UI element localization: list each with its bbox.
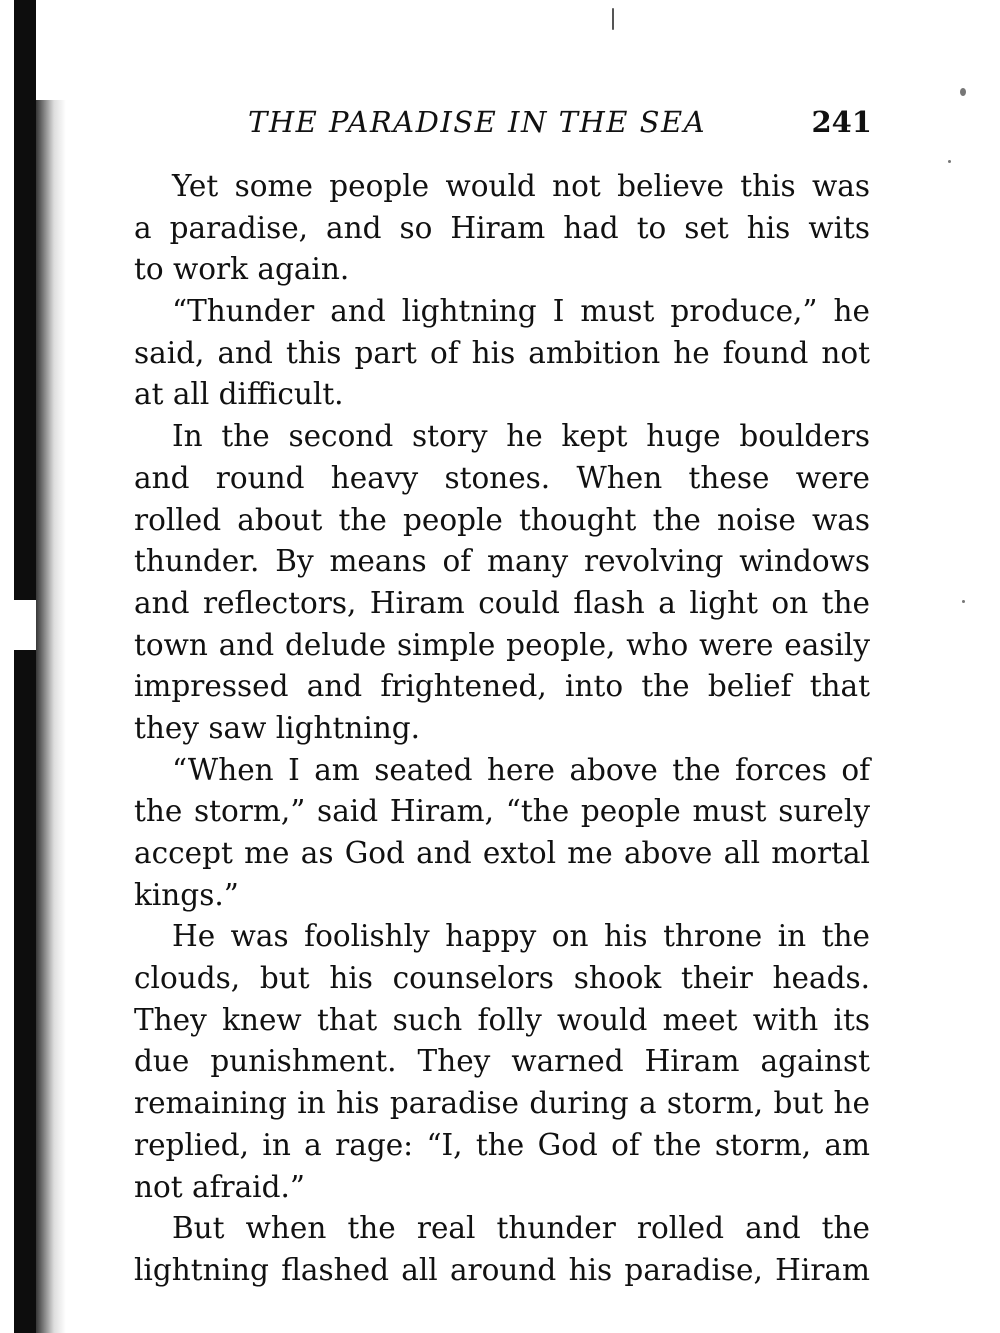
- text-line: “When I am seated here above the forces of: [172, 752, 870, 787]
- text-line: to work again.: [134, 252, 350, 287]
- text-line: They knew that such folly would meet with its: [134, 1002, 870, 1037]
- body-text: [134, 166, 870, 1292]
- text-line: they saw lightning.: [134, 710, 421, 745]
- text-line: In the second story he kept huge boulders: [172, 419, 870, 454]
- running-title: THE PARADISE IN THE SEA: [248, 105, 707, 139]
- text-line: remaining in his paradise during a storm, but he: [134, 1086, 870, 1121]
- text-line: impressed and frightened, into the belief that: [134, 669, 870, 704]
- text-line: He was foolishly happy on his throne in the: [172, 919, 870, 954]
- text-line: replied, in a rage: “I, the God of the storm, am: [134, 1127, 870, 1162]
- scan-binding-shadow: [36, 100, 66, 1333]
- scan-binding-edge: [14, 0, 36, 1333]
- text-line: “Thunder and lightning I must produce,” he: [172, 294, 870, 329]
- text-line: town and delude simple people, who were easily: [134, 627, 870, 662]
- running-header: [248, 102, 872, 142]
- scan-speck: [962, 600, 965, 603]
- text-line: due punishment. They warned Hiram against: [134, 1044, 870, 1079]
- text-line: rolled about the people thought the noise was: [134, 502, 870, 537]
- text-line: thunder. By means of many revolving windows: [134, 544, 870, 579]
- text-line: said, and this part of his ambition he found not: [134, 335, 870, 370]
- scan-speck: [960, 88, 966, 96]
- text-line: clouds, but his counselors shook their heads.: [134, 961, 870, 996]
- text-line: and reflectors, Hiram could flash a light on the: [134, 585, 870, 620]
- scan-speck: [948, 160, 951, 163]
- text-line: lightning flashed all around his paradise, Hiram: [134, 1252, 870, 1287]
- text-line: at all difficult.: [134, 377, 344, 412]
- scan-speck: [612, 8, 614, 30]
- text-line: a paradise, and so Hiram had to set his wits: [134, 210, 870, 245]
- scan-binding-gap: [14, 600, 36, 650]
- text-line: But when the real thunder rolled and the: [172, 1211, 870, 1246]
- text-line: accept me as God and extol me above all mortal: [134, 836, 870, 870]
- text-line: not afraid.”: [134, 1169, 305, 1204]
- page-number: 241: [811, 105, 872, 139]
- text-line: kings.”: [134, 877, 239, 912]
- text-line: and round heavy stones. When these were: [134, 460, 870, 495]
- text-line: Yet some people would not believe this was: [172, 169, 870, 203]
- text-line: the storm,” said Hiram, “the people must surely: [134, 794, 870, 829]
